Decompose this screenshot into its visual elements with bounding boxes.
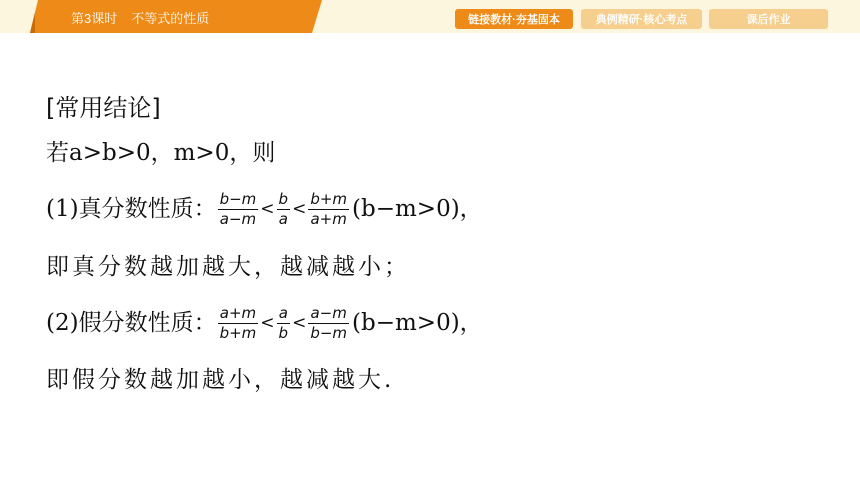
less-than-sign: < bbox=[260, 313, 275, 333]
proper-fraction-property bbox=[46, 192, 483, 227]
fraction bbox=[218, 192, 259, 227]
less-than-sign: < bbox=[292, 199, 307, 219]
property-label: (1)真分数性质： bbox=[46, 196, 217, 222]
proper-fraction-summary: 即真分数越加越大，越减越小； bbox=[46, 254, 410, 280]
less-than-sign: < bbox=[260, 199, 275, 219]
fraction bbox=[308, 306, 349, 341]
fraction-denominator: b+m bbox=[219, 324, 257, 342]
condition-suffix: (b−m>0)， bbox=[352, 196, 483, 222]
improper-fraction-summary: 即假分数越加越小，越减越大. bbox=[46, 367, 395, 393]
lesson-topic: 不等式的性质 bbox=[131, 11, 210, 26]
fraction-denominator: b bbox=[278, 324, 289, 342]
fraction-numerator: a−m bbox=[310, 304, 347, 322]
lesson-number: 第3课时 bbox=[71, 11, 118, 26]
less-than-sign: < bbox=[292, 313, 307, 333]
fraction-numerator: b+m bbox=[310, 190, 348, 208]
fraction-numerator: a+m bbox=[219, 304, 257, 322]
fraction-denominator: b−m bbox=[310, 324, 348, 342]
fraction bbox=[308, 192, 349, 227]
fraction bbox=[218, 306, 259, 341]
fraction bbox=[277, 306, 291, 341]
fraction-numerator: a bbox=[278, 304, 288, 322]
nav-textbook-basics-button[interactable]: 链接教材·夯基固本 bbox=[455, 9, 573, 29]
top-bar bbox=[0, 0, 860, 33]
fraction bbox=[277, 192, 291, 227]
lesson-title bbox=[71, 8, 209, 27]
condition-text: 若a>b>0，m>0，则 bbox=[46, 140, 276, 166]
section-heading: [常用结论] bbox=[46, 94, 161, 122]
nav-examples-keypoints-button[interactable]: 典例精研·核心考点 bbox=[581, 9, 702, 29]
fraction-denominator: a bbox=[278, 210, 288, 228]
improper-fraction-property bbox=[46, 306, 483, 341]
property-label: (2)假分数性质： bbox=[46, 310, 217, 336]
condition-suffix: (b−m>0)， bbox=[352, 310, 483, 336]
fraction-numerator: b bbox=[278, 190, 289, 208]
nav-homework-button[interactable]: 课后作业 bbox=[709, 9, 828, 29]
fraction-denominator: a+m bbox=[310, 210, 347, 228]
fraction-denominator: a−m bbox=[219, 210, 257, 228]
fraction-numerator: b−m bbox=[219, 190, 257, 208]
